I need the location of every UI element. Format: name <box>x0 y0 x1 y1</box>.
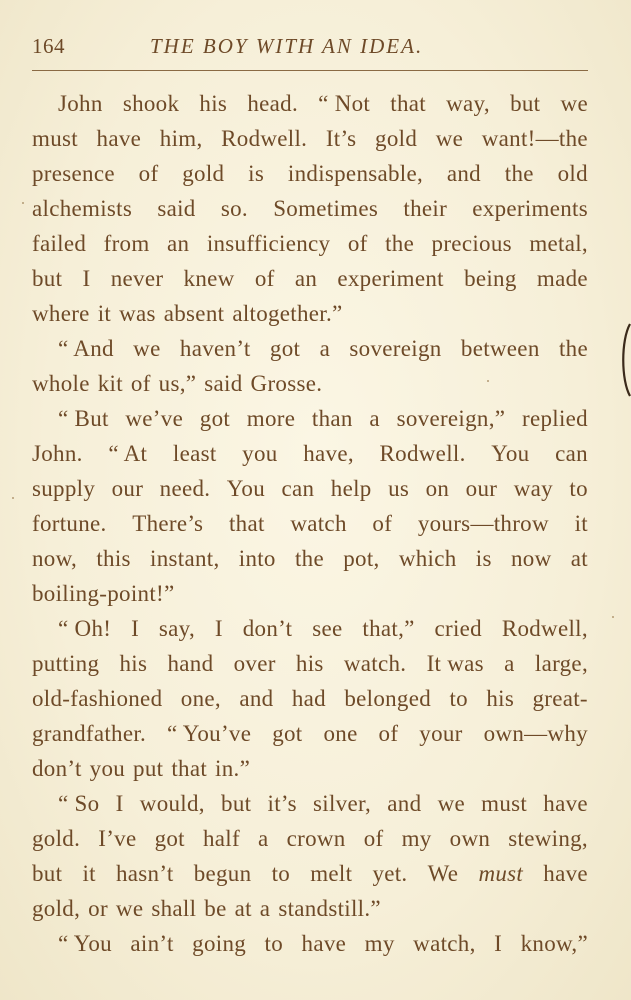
word: have <box>543 791 588 816</box>
word: can <box>281 476 315 501</box>
word: your <box>419 721 463 746</box>
word: hasn’t <box>115 861 174 886</box>
word: I <box>115 791 124 816</box>
word: at <box>570 546 588 571</box>
word: that <box>390 91 426 116</box>
word: large, <box>534 651 588 676</box>
word: silver, <box>313 791 372 816</box>
word: must <box>32 126 78 151</box>
word: Rodwell. <box>221 126 308 151</box>
word: John <box>58 91 103 116</box>
word: I <box>214 616 223 641</box>
word: it <box>574 511 588 536</box>
text-line <box>32 366 588 401</box>
word: You <box>226 476 266 501</box>
word: crown <box>286 826 346 851</box>
word: on <box>425 476 450 501</box>
word: altogether.” <box>232 301 343 326</box>
text-line <box>32 506 588 541</box>
word: have <box>543 861 588 886</box>
text-line <box>32 891 588 926</box>
paper-speck <box>612 616 614 618</box>
word: head. <box>247 91 298 116</box>
word: failed <box>32 231 87 256</box>
word: standstill.” <box>278 896 381 921</box>
text-line <box>32 576 588 611</box>
word: “ Not <box>318 91 371 116</box>
word: got <box>272 721 303 746</box>
word: at <box>234 896 252 921</box>
word: is <box>248 161 265 186</box>
word: being <box>464 266 517 291</box>
word: between <box>460 336 540 361</box>
word: alchemists <box>32 196 133 221</box>
word: sovereign,” <box>396 406 506 431</box>
word: of <box>372 511 393 536</box>
word: we <box>437 791 465 816</box>
word: we <box>133 336 161 361</box>
word: grandfather. <box>32 721 147 746</box>
word: don’t <box>32 756 82 781</box>
word: his <box>295 651 324 676</box>
text-line <box>32 226 588 261</box>
word: the <box>558 336 588 361</box>
word: It’s <box>325 126 357 151</box>
word: “ But <box>58 406 109 431</box>
word: way, <box>446 91 490 116</box>
word: an <box>294 266 318 291</box>
paper-speck <box>22 202 24 204</box>
word: it <box>97 301 112 326</box>
word: least <box>172 441 217 466</box>
word: never <box>110 266 164 291</box>
word: There’s <box>132 511 204 536</box>
word: putting <box>32 651 100 676</box>
text-line <box>32 821 588 856</box>
word: instant, <box>150 546 220 571</box>
word: a <box>258 826 269 851</box>
word: from <box>103 231 150 256</box>
word: pot, <box>343 546 380 571</box>
word: my <box>401 826 432 851</box>
word: of <box>378 721 399 746</box>
text-line <box>32 436 588 471</box>
word: we <box>115 896 144 921</box>
word: old-fashioned <box>32 686 163 711</box>
word: but <box>32 861 63 886</box>
word: one <box>323 721 358 746</box>
word: that <box>171 756 208 781</box>
word: ain’t <box>130 931 174 956</box>
word: shook <box>122 91 180 116</box>
word: to <box>271 861 291 886</box>
word: Rodwell, <box>501 616 588 641</box>
word: the <box>294 546 324 571</box>
paper-speck <box>12 497 14 499</box>
word: got <box>199 406 231 431</box>
text-line <box>32 471 588 506</box>
word: it <box>82 861 96 886</box>
word: have <box>96 126 142 151</box>
word: gold, <box>32 896 81 921</box>
word: you <box>242 441 278 466</box>
word: metal, <box>529 231 588 256</box>
word: got <box>154 826 185 851</box>
word: now <box>511 546 552 571</box>
word: was <box>119 301 156 326</box>
word: help <box>330 476 372 501</box>
header-rule <box>32 70 588 71</box>
word: watch, <box>413 931 476 956</box>
word: sovereign <box>349 336 442 361</box>
word: must <box>478 861 524 886</box>
word: haven’t <box>179 336 251 361</box>
word: over <box>233 651 276 676</box>
word: old <box>557 161 588 186</box>
word: can <box>555 441 588 466</box>
word: “ You’ve <box>167 721 252 746</box>
word: “ You <box>58 931 112 956</box>
word: the <box>385 231 415 256</box>
word: I’ve <box>98 826 137 851</box>
word: knew <box>183 266 235 291</box>
word: of <box>254 266 275 291</box>
word: absent <box>163 301 225 326</box>
word: Sometimes <box>273 196 379 221</box>
page-edge-bracket-icon <box>618 322 631 398</box>
body-text <box>32 86 588 961</box>
word: stewing, <box>508 826 588 851</box>
text-line <box>32 926 588 961</box>
word: whole <box>32 371 90 396</box>
word: boiling-point!” <box>32 581 175 606</box>
word: that,” <box>362 616 415 641</box>
paper-speck <box>487 380 489 382</box>
word: said <box>204 371 243 396</box>
text-line <box>32 611 588 646</box>
word: made <box>536 266 588 291</box>
word: presence <box>32 161 115 186</box>
word: I <box>131 616 140 641</box>
word: which <box>398 546 457 571</box>
word: an <box>167 231 190 256</box>
word: had <box>291 686 326 711</box>
word: begun <box>193 861 252 886</box>
word: that <box>228 511 265 536</box>
text-line <box>32 191 588 226</box>
word: but <box>32 266 63 291</box>
word: insufficiency <box>206 231 331 256</box>
word: gold <box>182 161 225 186</box>
word: fortune. <box>32 511 107 536</box>
word: we <box>560 91 588 116</box>
word: one, <box>180 686 221 711</box>
word: own—why <box>483 721 588 746</box>
word: experiments <box>472 196 588 221</box>
text-line <box>32 156 588 191</box>
word: own <box>449 826 491 851</box>
word: watch. <box>343 651 407 676</box>
text-line <box>32 331 588 366</box>
page-number: 164 <box>32 34 65 58</box>
word: I <box>494 931 503 956</box>
word: of <box>347 231 368 256</box>
word: need. <box>159 476 211 501</box>
word: John. <box>32 441 83 466</box>
word: got <box>269 336 301 361</box>
word: him, <box>159 126 203 151</box>
word: cried <box>434 616 482 641</box>
word: to <box>569 476 588 501</box>
word: shall <box>151 896 197 921</box>
text-line <box>32 541 588 576</box>
word: so. <box>220 196 248 221</box>
word: kit <box>97 371 123 396</box>
word: and <box>446 161 481 186</box>
text-line <box>32 856 588 891</box>
word: be <box>204 896 227 921</box>
text-line <box>32 786 588 821</box>
word: we <box>435 126 464 151</box>
running-title: THE BOY WITH AN IDEA. <box>150 34 424 58</box>
text-line <box>32 646 588 681</box>
word: we’ve <box>125 406 184 431</box>
word: his <box>486 686 515 711</box>
word: is <box>475 546 492 571</box>
word: want!—the <box>481 126 588 151</box>
word: I <box>82 266 91 291</box>
word: my <box>364 931 395 956</box>
text-line <box>32 296 588 331</box>
text-line <box>32 681 588 716</box>
word: gold. <box>32 826 81 851</box>
word: now, <box>32 546 78 571</box>
word: and <box>239 686 274 711</box>
word: “ So <box>58 791 100 816</box>
word: belonged <box>344 686 432 711</box>
word: would, <box>139 791 205 816</box>
word: indispensable, <box>287 161 424 186</box>
word: to <box>264 931 284 956</box>
word: don’t <box>242 616 293 641</box>
word: a <box>369 406 380 431</box>
word: us <box>388 476 410 501</box>
word: put <box>133 756 164 781</box>
text-line <box>32 401 588 436</box>
word: say, <box>158 616 196 641</box>
word: in.” <box>215 756 251 781</box>
word: you <box>89 756 126 781</box>
word: must <box>481 791 528 816</box>
word: Grosse. <box>250 371 323 396</box>
word: but <box>510 91 541 116</box>
word: “ Oh! <box>58 616 112 641</box>
text-line <box>32 716 588 751</box>
word: You <box>491 441 530 466</box>
word: gold <box>375 126 418 151</box>
word: “ And <box>58 336 114 361</box>
word: a <box>319 336 331 361</box>
word: precious <box>431 231 512 256</box>
word: or <box>88 896 108 921</box>
word: this <box>96 546 131 571</box>
word: our <box>465 476 498 501</box>
word: of <box>130 371 151 396</box>
word: us,” <box>158 371 197 396</box>
word: great- <box>532 686 588 711</box>
text-line <box>32 86 588 121</box>
word: their <box>403 196 448 221</box>
word: see <box>312 616 343 641</box>
word: know,” <box>520 931 588 956</box>
word: way <box>513 476 553 501</box>
word: replied <box>521 406 588 431</box>
word: yet. <box>372 861 408 886</box>
word: half <box>202 826 240 851</box>
word: supply <box>32 476 96 501</box>
word: said <box>157 196 196 221</box>
word: but <box>221 791 252 816</box>
text-line <box>32 751 588 786</box>
page-header <box>32 30 588 62</box>
word: We <box>427 861 459 886</box>
word: and <box>387 791 422 816</box>
word: his <box>119 651 148 676</box>
word: to <box>449 686 468 711</box>
word: have, <box>303 441 354 466</box>
text-line <box>32 261 588 296</box>
word: of <box>138 161 159 186</box>
text-line <box>32 121 588 156</box>
word: hand <box>167 651 214 676</box>
word: It was <box>426 651 484 676</box>
word: his <box>199 91 228 116</box>
word: of <box>363 826 384 851</box>
word: going <box>192 931 247 956</box>
word: Rodwell. <box>379 441 466 466</box>
word: a <box>504 651 515 676</box>
word: watch <box>290 511 347 536</box>
word: experiment <box>337 266 444 291</box>
word: a <box>259 896 271 921</box>
word: more <box>246 406 296 431</box>
word: the <box>504 161 534 186</box>
word: into <box>238 546 276 571</box>
word: our <box>111 476 144 501</box>
word: have <box>301 931 347 956</box>
word: where <box>32 301 90 326</box>
word: than <box>311 406 353 431</box>
word: “ At <box>108 441 148 466</box>
word: yours—throw <box>417 511 549 536</box>
word: melt <box>310 861 353 886</box>
word: it’s <box>267 791 297 816</box>
